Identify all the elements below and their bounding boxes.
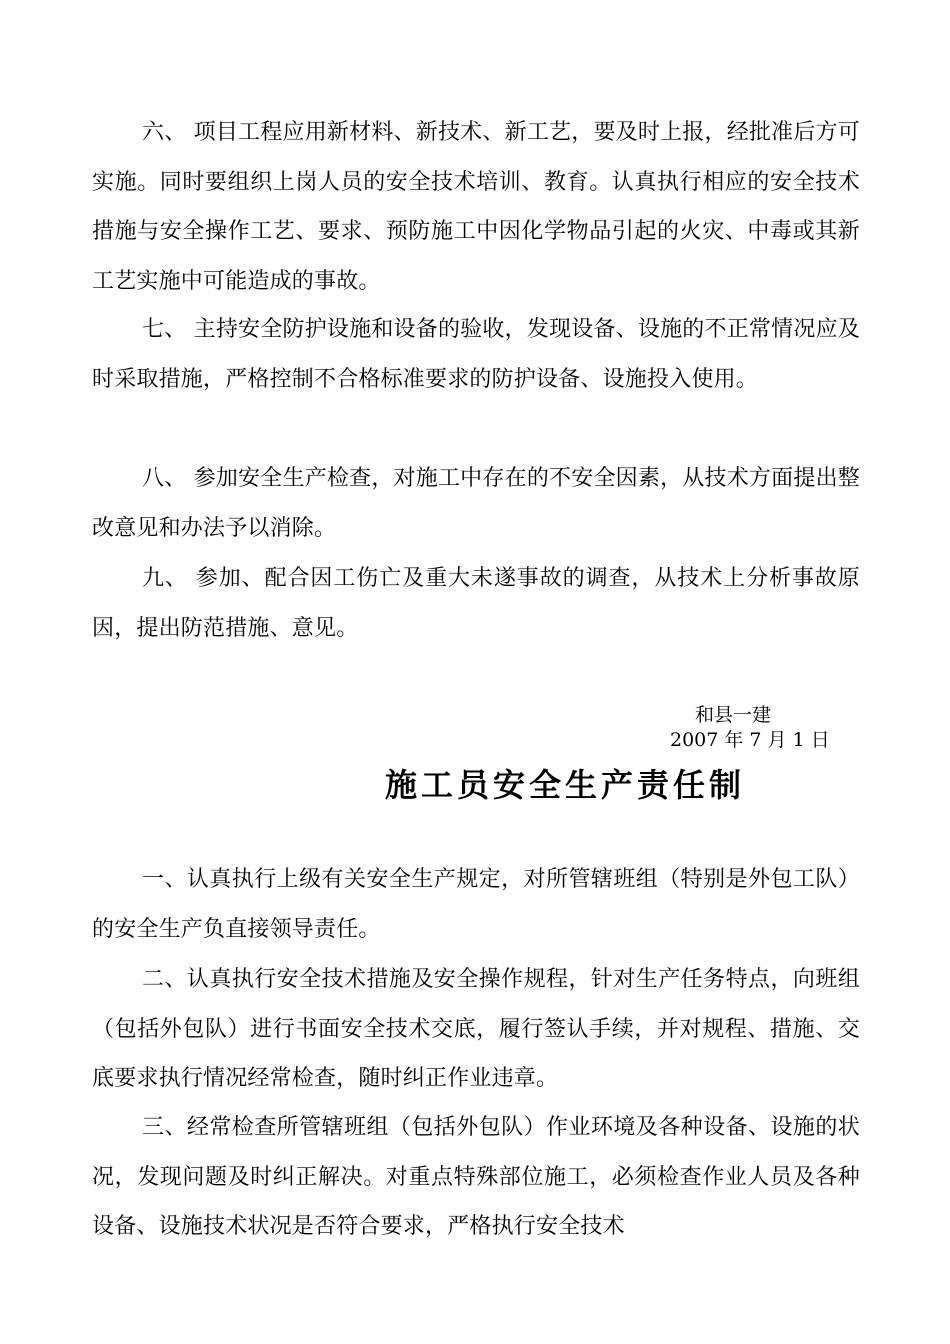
paragraph-item-6: 六、 项目工程应用新材料、新技术、新工艺，要及时上报，经批准后方可实施。同时要组织上岗人员的安全技术培训、教育。认真执行相应的安全技术措施与安全操作工艺、要求、预防施工中因化学物品引起的火灾、中毒或其新工艺实施中可能造成的事故。 bbox=[92, 120, 860, 294]
paragraph-item-8: 八、 参加安全生产检查，对施工中存在的不安全因素，从技术方面提出整改意见和办法予以消除。 bbox=[92, 466, 860, 541]
paragraph-item-3: 三、经常检查所管辖班组（包括外包队）作业环境及各种设备、设施的状况，发现问题及时纠正解决。对重点特殊部位施工，必须检查作业人员及各种设备、设施技术状况是否符合要求，严格执行安全技术 bbox=[92, 1115, 860, 1239]
signature-org: 和县一建 bbox=[695, 704, 772, 726]
paragraph-item-2: 二、认真执行安全技术措施及安全操作规程，针对生产任务特点，向班组（包括外包队）进行书面安全技术交底，履行签认手续，并对规程、措施、交底要求执行情况经常检查，随时纠正作业违章。 bbox=[92, 967, 860, 1091]
paragraph-item-1: 一、认真执行上级有关安全生产规定，对所管辖班组（特别是外包工队）的安全生产负直接领导责任。 bbox=[92, 867, 860, 942]
section-title: 施工员安全生产责任制 bbox=[384, 766, 745, 804]
paragraph-item-9: 九、 参加、配合因工伤亡及重大未遂事故的调查，从技术上分析事故原因，提出防范措施、意见。 bbox=[92, 566, 860, 641]
signature-date: 2007 年 7 月 1 日 bbox=[670, 729, 830, 751]
paragraph-item-7: 七、 主持安全防护设施和设备的验收，发现设备、设施的不正常情况应及时采取措施，严格控制不合格标准要求的防护设备、设施投入使用。 bbox=[92, 317, 860, 392]
